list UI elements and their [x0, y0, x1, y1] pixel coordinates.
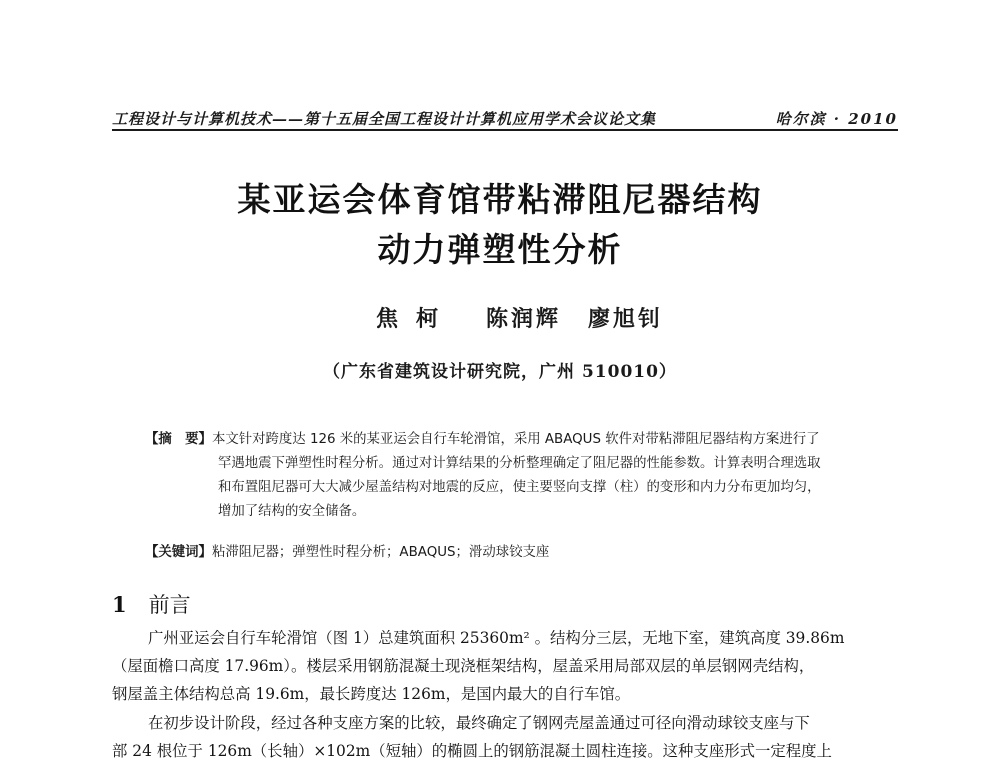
abstract-label: 【摘 要】: [145, 432, 212, 447]
keywords-text: 粘滞阻尼器；弹塑性时程分析；ABAQUS；滑动球铰支座: [211, 545, 550, 560]
abstract-line: 本文针对跨度达 126 米的某亚运会自行车轮滑馆，采用 ABAQUS 软件对带粘滞阻尼器结构方案进行了: [211, 432, 820, 447]
running-header: [112, 104, 898, 128]
section-heading: [112, 589, 191, 619]
keywords: [145, 541, 893, 565]
paragraph-line: （屋面檐口高度 17.96m）。楼层采用钢筋混凝土现浇框架结构，屋盖采用局部双层的单层钢网壳结构，: [112, 657, 815, 675]
abstract: [145, 428, 893, 524]
paragraph-line: 广州亚运会自行车轮滑馆（图 1）总建筑面积 25360m² 。结构分三层，无地下室，建筑高度 39.86m: [148, 629, 845, 647]
paragraph-line: 钢屋盖主体结构总高 19.6m，最长跨度达 126m，是国内最大的自行车馆。: [112, 685, 631, 703]
section-title: 前言: [148, 593, 191, 617]
paragraph-line: 部 24 根位于 126m（长轴）×102m（短轴）的椭圆上的钢筋混凝土圆柱连接。这种支座形式一定程度上: [112, 742, 832, 760]
affiliation: （广东省建筑设计研究院，广州 510010）: [323, 362, 677, 382]
author-2: 陈润辉: [486, 306, 562, 332]
section-number: 1: [112, 592, 127, 617]
abstract-line: 增加了结构的安全储备。: [218, 504, 366, 519]
running-header-right: 哈尔滨 · 2010: [775, 110, 898, 128]
author-3: 廖旭钊: [588, 306, 664, 332]
body-paragraph-1: [112, 624, 898, 708]
paper-title-line2: 动力弹塑性分析: [377, 230, 623, 269]
abstract-line: 罕遇地震下弹塑性时程分析。通过对计算结果的分析整理确定了阻尼器的性能参数。计算表明合理选取: [218, 456, 821, 471]
body-paragraph-2: [112, 709, 898, 765]
keywords-label: 【关键词】: [145, 545, 212, 560]
author-1: 焦柯: [376, 306, 457, 332]
header-rule: [112, 129, 898, 131]
abstract-line: 和布置阻尼器可大大减少屋盖结构对地震的反应，使主要竖向支撑（柱）的变形和内力分布更加均匀，: [218, 480, 821, 495]
author-list: [0, 302, 1000, 336]
paragraph-line: 在初步设计阶段，经过各种支座方案的比较，最终确定了钢网壳屋盖通过可径向滑动球铰支座与下: [148, 714, 810, 732]
paper-title-line1: 某亚运会体育馆带粘滞阻尼器结构: [237, 180, 763, 219]
running-header-left: 工程设计与计算机技术——第十五届全国工程设计计算机应用学术会议论文集: [112, 110, 657, 128]
